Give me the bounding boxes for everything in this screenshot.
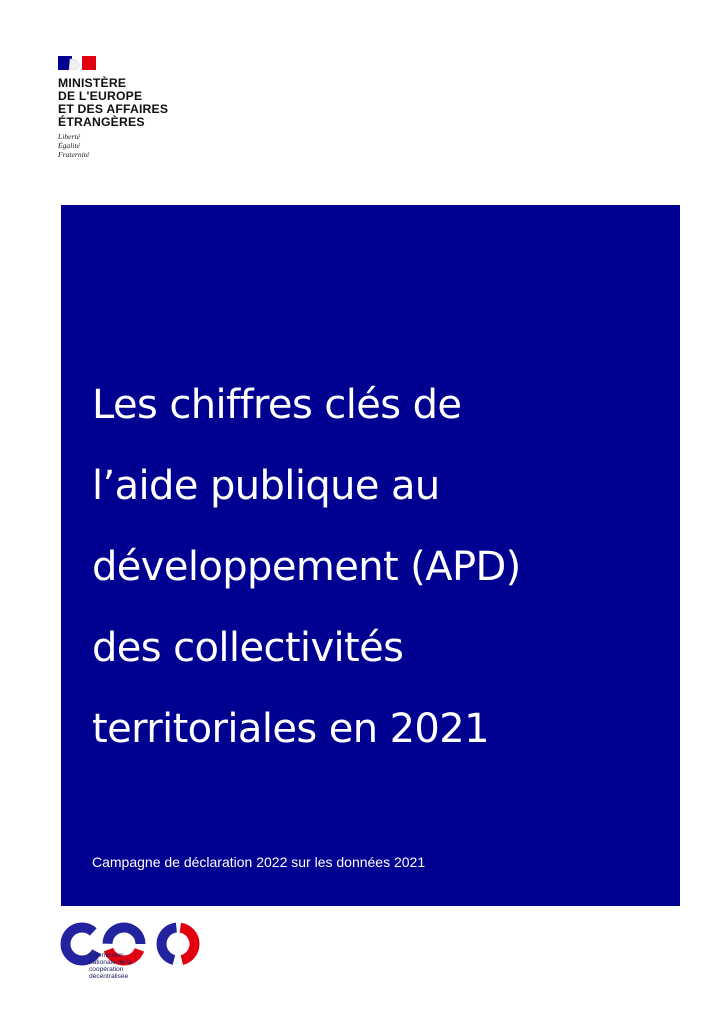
motto-line: Liberté (58, 132, 80, 141)
report-title-line: l’aide publique au (92, 463, 440, 509)
ministry-name-line: ÉTRANGÈRES (58, 115, 145, 129)
motto-line: Fraternité (58, 149, 90, 159)
report-title (92, 365, 662, 770)
cncd-name (89, 952, 132, 980)
ministry-name (58, 77, 168, 129)
cncd-name-line: commission (89, 952, 124, 959)
marianne-flag-icon (58, 56, 96, 70)
cncd-name-line: décentralisée (89, 973, 129, 980)
motto-line: Égalité (58, 140, 80, 150)
cncd-name-line: nationale de la (89, 959, 132, 966)
cncd-logo-block (60, 922, 202, 980)
report-title-line: territoriales en 2021 (92, 706, 489, 752)
report-title-line: des collectivités (92, 625, 404, 671)
ministry-name-line: DE L'EUROPE (58, 89, 143, 103)
ministry-logo-block (58, 56, 168, 159)
report-title-line: développement (APD) (92, 544, 521, 590)
republic-motto (58, 133, 168, 159)
ministry-name-line: ET DES AFFAIRES (58, 102, 169, 116)
ministry-name-line: MINISTÈRE (58, 76, 127, 90)
cncd-name-line: coopération (89, 966, 124, 973)
report-subtitle: Campagne de déclaration 2022 sur les données 2021 (92, 854, 426, 870)
cover-panel (61, 205, 680, 906)
report-title-line: Les chiffres clés de (92, 382, 462, 428)
